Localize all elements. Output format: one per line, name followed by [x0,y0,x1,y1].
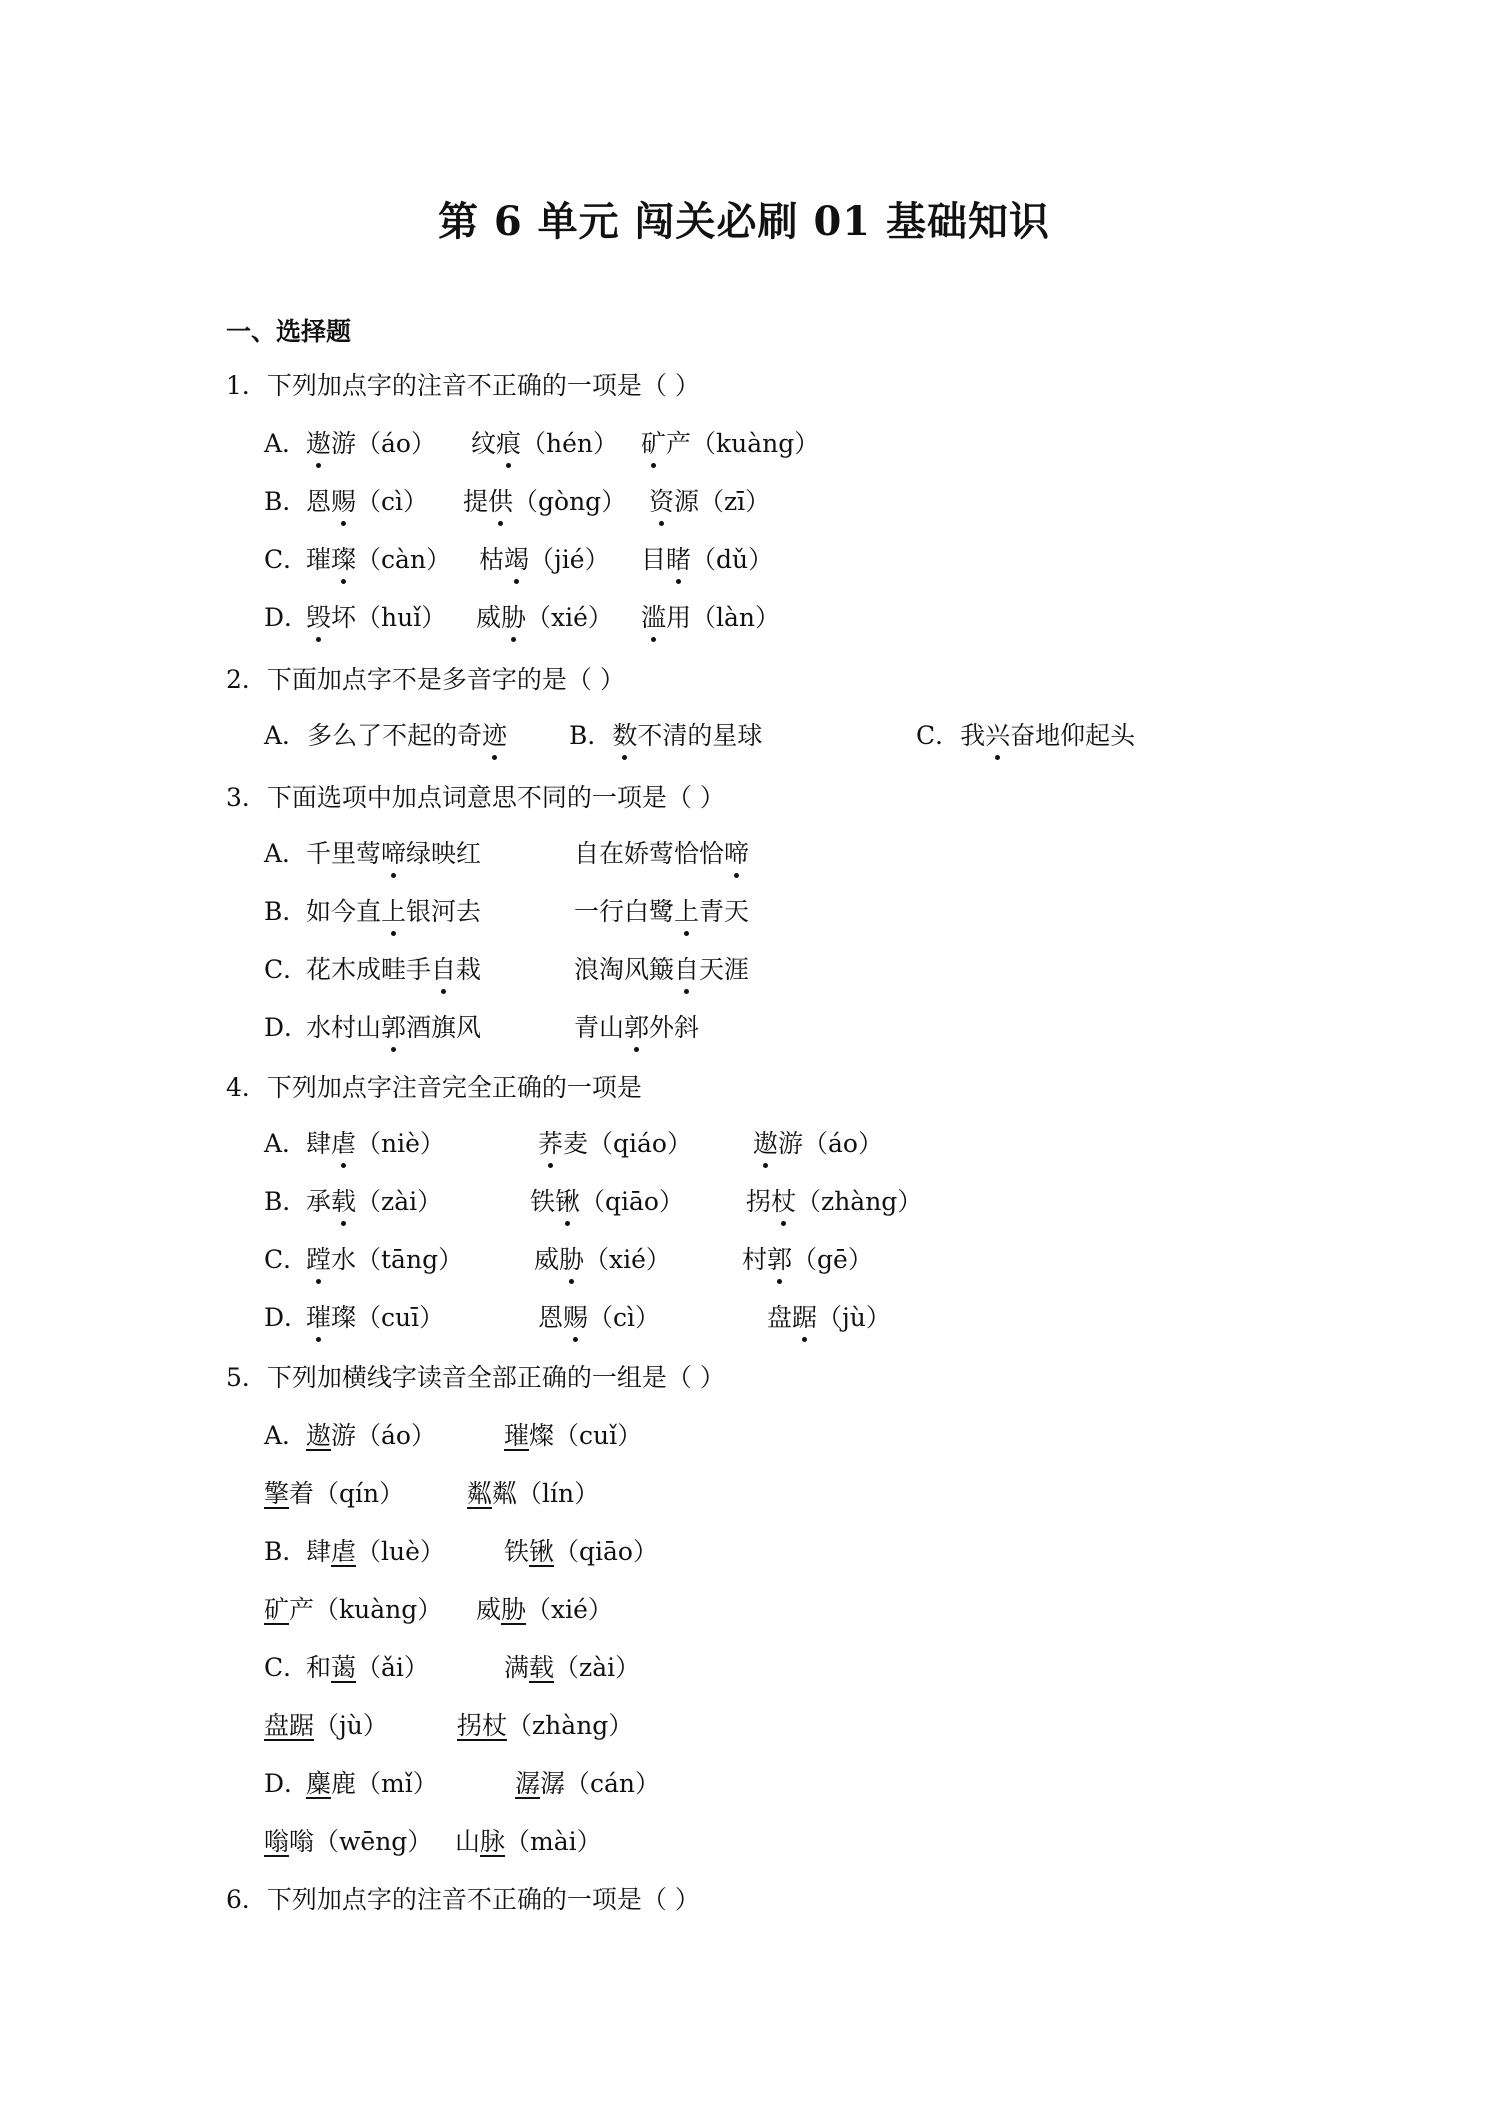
option-label: D． [264,1769,310,1798]
q1-option-a [264,424,1364,460]
option-item: 承载（zài） [306,1182,442,1218]
option-item: 资源（zī） [649,482,770,518]
option-label: D． [264,603,310,632]
option-label: C． [264,1245,309,1274]
question-4-stem: 4．下列加点字注音完全正确的一项是 [226,1073,642,1102]
option-item: 璀燦（cuǐ） [504,1421,643,1450]
q5-option-c-line1 [264,1648,1364,1684]
option-label: B． [264,1537,308,1566]
q3-option-b [264,892,1364,928]
page-title: 第 6 单元 闯关必刷 01 基础知识 [437,198,1051,245]
option-item: 遨游（áo） [306,424,436,460]
option-item: 恩赐（cì） [538,1298,660,1334]
option-item: 枯竭（jié） [479,540,610,576]
q2-options [264,716,1364,752]
option-item: 擎着（qín） [264,1479,405,1508]
q3-option-a [264,834,1364,870]
option-item: 威胁（xié） [476,598,613,634]
q4-option-a [264,1124,1364,1160]
question-5-stem: 5．下列加横线字读音全部正确的一组是（ ） [226,1363,725,1392]
option-label: C． [264,1653,309,1682]
option-item: 麋鹿（mǐ） [306,1769,438,1798]
q5-option-d-line2 [264,1822,1364,1858]
option-item: 滥用（làn） [641,598,780,634]
option-item: 嗡嗡（wēng） [264,1827,433,1856]
option-label: B． [264,897,308,926]
option-item: A．多么了不起的奇迹 [264,716,507,752]
option-item: 纹痕（hén） [471,424,618,460]
option-item: 粼粼（lín） [467,1479,600,1508]
option-label: A． [264,1129,308,1158]
question-6-stem: 6．下列加点字的注音不正确的一项是（ ） [226,1885,700,1914]
option-label: A． [264,429,308,458]
option-item: 花木成畦手自栽 [306,950,481,986]
option-item: 恩赐（cì） [306,482,428,518]
option-item: 遨游（áo） [306,1421,436,1450]
q1-option-b [264,482,1364,518]
section-heading: 一、选择题 [226,317,352,346]
q5-option-a-line2 [264,1474,1364,1510]
q5-option-d-line1 [264,1764,1364,1800]
option-item: C．我兴奋地仰起头 [916,716,1135,752]
option-item: 浪淘风簸自天涯 [574,950,749,986]
option-item: 威胁（xié） [534,1240,671,1276]
option-item: 威胁（xié） [476,1595,613,1624]
option-item: 矿产（kuàng） [264,1595,443,1624]
q3-option-c [264,950,1364,986]
option-label: A． [264,839,308,868]
option-label: C． [264,955,309,984]
q5-option-b-line1 [264,1532,1364,1568]
q1-option-d [264,598,1364,634]
option-item: B．数不清的星球 [569,716,762,752]
option-item: 毁坏（huǐ） [306,598,446,634]
q4-option-b [264,1182,1364,1218]
option-item: 盘踞（jù） [767,1298,891,1334]
question-2-stem: 2．下面加点字不是多音字的是（ ） [226,665,625,694]
option-item: 盘踞（jù） [264,1711,388,1740]
q3-option-d [264,1008,1364,1044]
option-label: B． [264,487,308,516]
option-item: 自在娇莺恰恰啼 [574,834,749,870]
option-item: 蹚水（tāng） [306,1240,463,1276]
option-item: 矿产（kuàng） [641,424,819,460]
option-item: 璀璨（càn） [306,540,451,576]
option-item: 遨游（áo） [753,1124,883,1160]
option-item: 村郭（gē） [742,1240,873,1276]
option-item: 肆虐（niè） [306,1124,445,1160]
option-label: C． [264,545,309,574]
option-item: 拐杖（zhàng） [746,1182,922,1218]
option-item: 水村山郭酒旗风 [306,1008,481,1044]
q4-option-d [264,1298,1364,1334]
option-label: A． [264,1421,308,1450]
q1-option-c [264,540,1364,576]
q5-option-b-line2 [264,1590,1364,1626]
option-item: 铁锹（qiāo） [504,1537,658,1566]
question-3-stem: 3．下面选项中加点词意思不同的一项是（ ） [226,783,725,812]
option-item: 璀璨（cuī） [306,1298,444,1334]
option-label: D． [264,1013,310,1042]
q5-option-a-line1 [264,1416,1364,1452]
option-item: 提供（gòng） [463,482,626,518]
option-item: 荞麦（qiáo） [538,1124,692,1160]
q4-option-c [264,1240,1364,1276]
option-item: 山脉（mài） [455,1827,602,1856]
option-item: 和蔼（ǎi） [306,1653,429,1682]
option-item: 潺潺（cán） [515,1769,661,1798]
option-item: 青山郭外斜 [574,1008,699,1044]
question-1-stem: 1．下列加点字的注音不正确的一项是（ ） [226,371,700,400]
option-item: 一行白鹭上青天 [574,892,749,928]
option-item: 肆虐（luè） [306,1537,445,1566]
option-label: D． [264,1303,310,1332]
q5-option-c-line2 [264,1706,1364,1742]
option-item: 拐杖（zhàng） [457,1711,634,1740]
option-item: 如今直上银河去 [306,892,481,928]
option-item: 铁锹（qiāo） [530,1182,684,1218]
option-item: 目睹（dǔ） [641,540,773,576]
option-item: 满载（zài） [504,1653,641,1682]
option-item: 千里莺啼绿映红 [306,834,481,870]
option-label: B． [264,1187,308,1216]
